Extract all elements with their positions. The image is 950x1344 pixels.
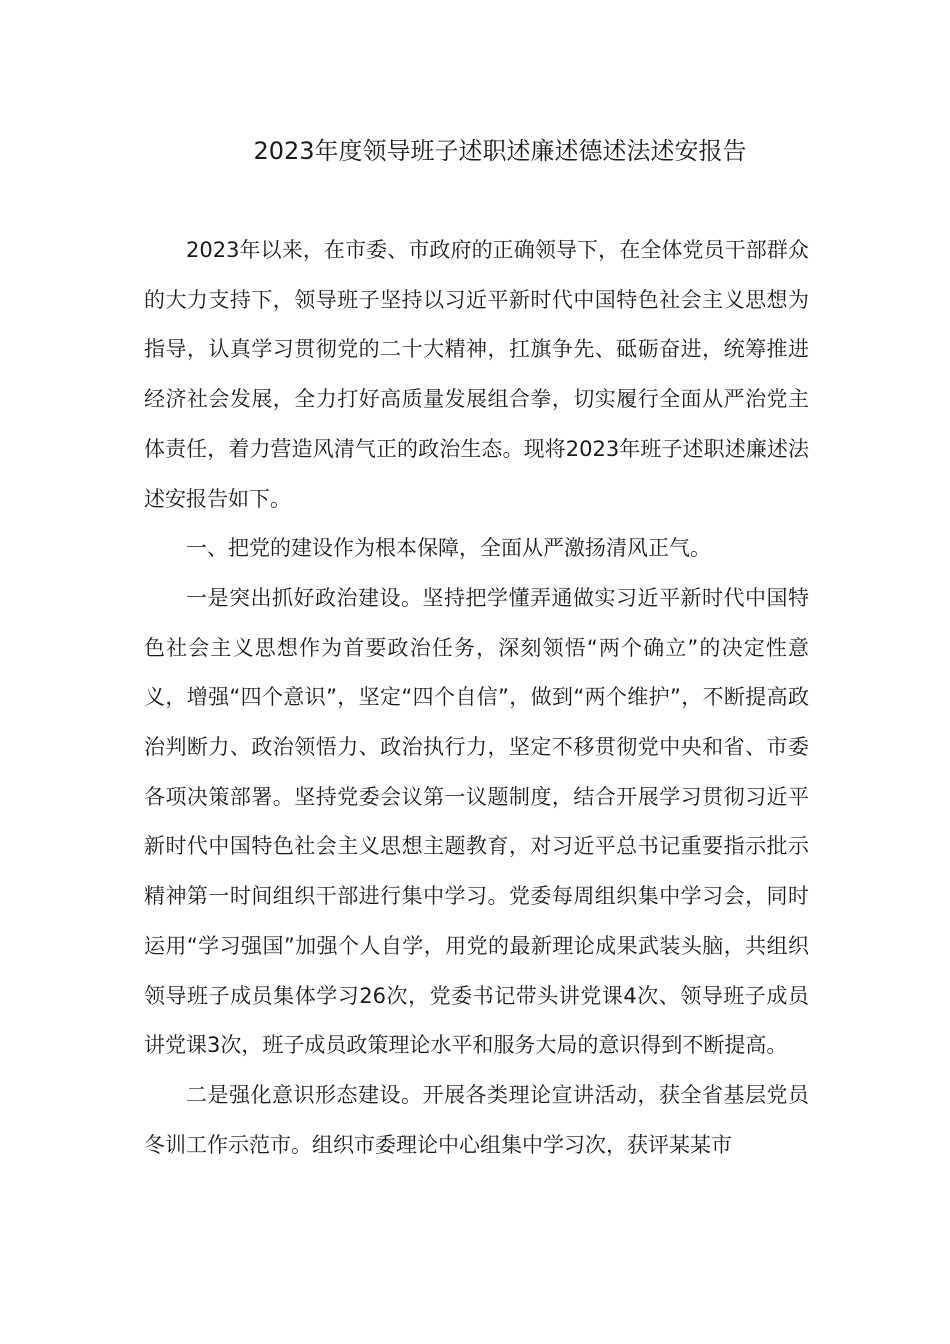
section-heading: 一、把党的建设作为根本保障，全面从严激扬清风正气。 xyxy=(186,536,711,561)
intro-paragraph: 2023年以来，在市委、市政府的正确领导下，在全体党员干部群众的大力支持下，领导班子坚持以习近平新时代中国特色社会主义思想为指导，认真学习贯彻党的二十大精神，扛旗争先、砥砺奋进，统筹推进经济社会发展，全力打好高质量发展组合拳，切实履行全面从严治党主体责任，着力营造风清气正的政治生态。现将2023年班子述职述廉述法述安报告如下。 xyxy=(144,238,809,511)
document-title: 2023年度领导班子述职述廉述德述法述安报告 xyxy=(253,137,747,165)
political-building-paragraph: 一是突出抓好政治建设。坚持把学懂弄通做实习近平新时代中国特色社会主义思想作为首要政治任务，深刻领悟“两个确立”的决定性意义，增强“四个意识”，坚定“四个自信”，做到“两个维护”，不断提高政治判断力、政治领悟力、政治执行力，坚定不移贯彻党中央和省、市委各项决策部署。坚持党委会议第一议题制度，结合开展学习贯彻习近平新时代中国特色社会主义思想主题教育，对习近平总书记重要指示批示精神第一时间组织干部进行集中学习。党委每周组织集中学习会，同时运用“学习强国”加强个人自学，用党的最新理论成果武装头脑，共组织领导班子成员集体学习26次，党委书记带头讲党课4次、领导班子成员讲党课3次，班子成员政策理论水平和服务大局的意识得到不断提高。 xyxy=(144,585,809,1058)
ideology-building-paragraph: 二是强化意识形态建设。开展各类理论宣讲活动，获全省基层党员冬训工作示范市。组织市委理论中心组集中学习次，获评某某市 xyxy=(144,1082,809,1157)
document-body xyxy=(144,226,809,1170)
